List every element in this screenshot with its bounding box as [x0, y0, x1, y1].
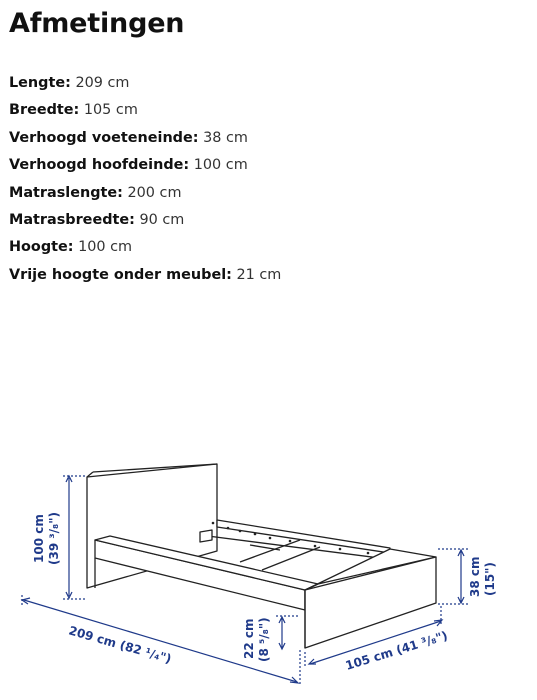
spec-mattress-width	[9, 207, 281, 234]
spec-value: 90 cm	[139, 212, 185, 229]
length-label	[67, 623, 173, 666]
spec-value: 100 cm	[78, 239, 133, 256]
height-inch: (39 ³/₈")	[47, 512, 61, 565]
footboard-label-inch	[483, 562, 497, 596]
spec-value: 105 cm	[83, 102, 138, 119]
length-text: 209 cm (82 ¹/₄")	[67, 623, 173, 667]
spec-length	[9, 70, 281, 97]
footboard-label	[468, 557, 482, 598]
spec-value: 21 cm	[236, 266, 282, 283]
clearance-cm: 22 cm	[242, 618, 256, 659]
spec-label: Matraslengte:	[9, 184, 123, 201]
spec-height	[9, 234, 281, 261]
width-text: 105 cm (41 ³/₈")	[343, 628, 450, 673]
height-label-inch	[47, 512, 61, 565]
spec-value: 200 cm	[127, 184, 182, 201]
clearance-label-inch	[257, 617, 271, 662]
spec-width	[9, 97, 281, 124]
spec-label: Hoogte:	[9, 239, 74, 256]
spec-value: 209 cm	[75, 75, 130, 91]
spec-headboard-height	[9, 152, 281, 179]
spec-value: 38 cm	[203, 129, 248, 146]
footboard-inch: (15")	[483, 562, 497, 596]
spec-mattress-length	[9, 180, 281, 207]
spec-label: Verhoogd hoofdeinde:	[9, 157, 190, 174]
center-beam	[200, 530, 212, 542]
page-title: Afmetingen	[9, 8, 185, 39]
spec-value: 100 cm	[193, 157, 248, 174]
footboard-cm: 38 cm	[468, 556, 482, 597]
spec-clearance	[9, 262, 281, 289]
spec-footboard-height	[9, 125, 281, 152]
bed-dimension-diagram	[0, 440, 537, 700]
spec-label: Breedte:	[9, 102, 80, 119]
spec-label: Lengte:	[9, 75, 71, 91]
height-label	[32, 514, 46, 563]
dimensions-list	[9, 70, 281, 289]
clearance-label	[242, 619, 256, 660]
height-cm: 100 cm	[32, 514, 46, 563]
spec-label: Vrije hoogte onder meubel:	[9, 266, 232, 283]
spec-label: Matrasbreedte:	[9, 212, 135, 229]
clearance-inch: (8 ⁵/₈")	[257, 617, 271, 662]
spec-label: Verhoogd voeteneinde:	[9, 129, 199, 146]
